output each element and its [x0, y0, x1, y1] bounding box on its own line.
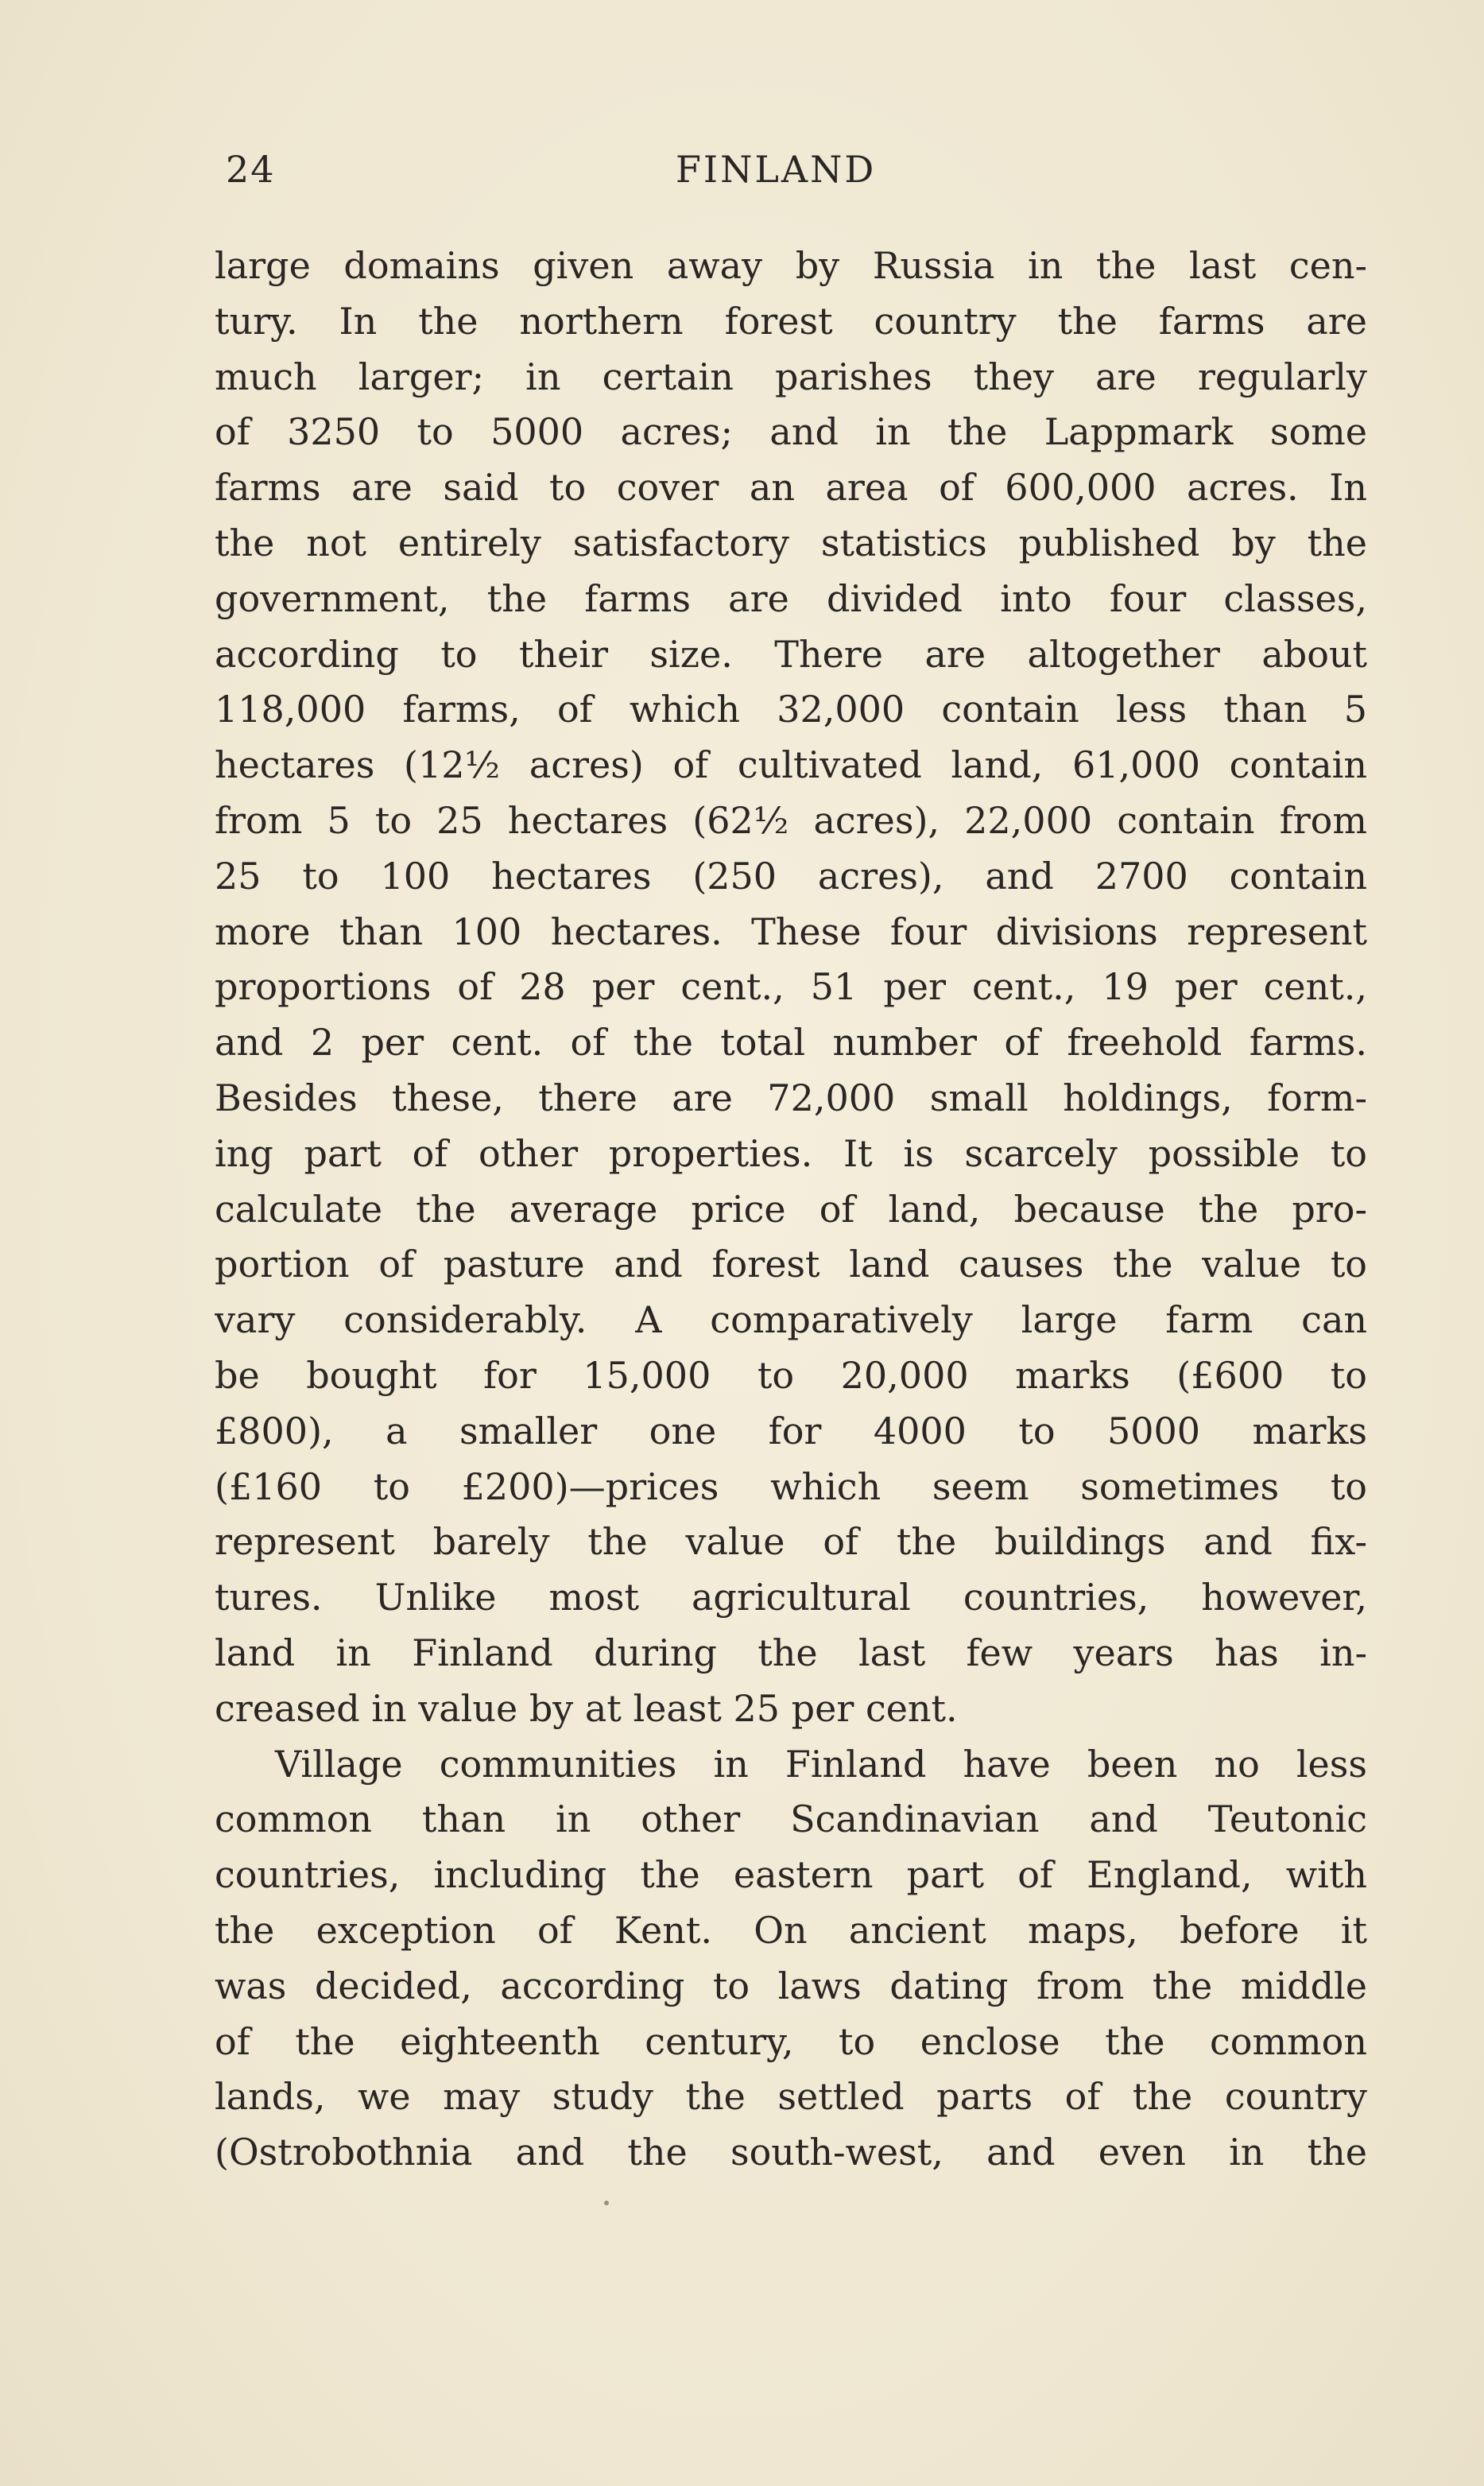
paper-speck	[604, 2201, 609, 2205]
text-line: and 2 per cent. of the total number of freehold farms.	[215, 1021, 1367, 1065]
text-line: be bought for 15,000 to 20,000 marks (£600 to	[215, 1353, 1367, 1397]
text-line: land in Finland during the last few years has in-	[215, 1631, 1367, 1674]
page-number: 24	[226, 148, 276, 191]
text-line: (£160 to £200)—prices which seem sometimes to	[215, 1464, 1367, 1508]
text-line: £800), a smaller one for 4000 to 5000 marks	[215, 1409, 1367, 1452]
text-line: Village communities in Finland have been no less	[275, 1742, 1367, 1786]
text-line: (Ostrobothnia and the south-west, and even in the	[215, 2131, 1367, 2174]
text-line: tury. In the northern forest country the farms are	[215, 299, 1367, 343]
text-line: the not entirely satisfactory statistics published by the	[215, 521, 1367, 564]
text-line: farms are said to cover an area of 600,000 acres. In	[215, 466, 1367, 510]
text-line: creased in value by at least 25 per cent.	[215, 1686, 958, 1730]
running-head	[215, 148, 1359, 204]
text-line: the exception of Kent. On ancient maps, before it	[215, 1908, 1367, 1952]
body-text	[215, 239, 1367, 2181]
text-line: of the eighteenth century, to enclose the common	[215, 2019, 1367, 2063]
text-line: represent barely the value of the buildings and fix-	[215, 1520, 1367, 1564]
text-line: tures. Unlike most agricultural countries, however,	[215, 1576, 1367, 1619]
text-line: 25 to 100 hectares (250 acres), and 2700 contain	[215, 854, 1367, 898]
text-line: portion of pasture and forest land causes the value to	[215, 1243, 1367, 1286]
text-line: government, the farms are divided into four classes,	[215, 576, 1367, 620]
text-line: proportions of 28 per cent., 51 per cent., 19 per cent.,	[215, 965, 1367, 1009]
text-line: from 5 to 25 hectares (62½ acres), 22,000 contain from	[215, 798, 1367, 842]
text-line: vary considerably. A comparatively large farm can	[215, 1298, 1367, 1342]
text-line: 118,000 farms, of which 32,000 contain less than 5	[215, 688, 1367, 731]
text-line: ing part of other properties. It is scarcely possible to	[215, 1131, 1367, 1175]
text-line: Besides these, there are 72,000 small holdings, form-	[215, 1076, 1367, 1119]
text-line: of 3250 to 5000 acres; and in the Lappmark some	[215, 410, 1367, 454]
text-line: large domains given away by Russia in the last cen-	[215, 244, 1367, 287]
chapter-title: FINLAND	[676, 148, 877, 191]
text-line: common than in other Scandinavian and Teutonic	[215, 1798, 1367, 1841]
text-line: hectares (12½ acres) of cultivated land, 61,000 contain	[215, 743, 1367, 787]
text-line: calculate the average price of land, because the pro-	[215, 1187, 1367, 1231]
text-line: more than 100 hectares. These four divisions represent	[215, 909, 1367, 953]
text-line: countries, including the eastern part of England, with	[215, 1853, 1367, 1897]
text-line: much larger; in certain parishes they are regularly	[215, 355, 1367, 398]
text-line: according to their size. There are altogether about	[215, 632, 1367, 676]
text-line: was decided, according to laws dating from the middle	[215, 1964, 1367, 2007]
text-line: lands, we may study the settled parts of the country	[215, 2075, 1367, 2119]
